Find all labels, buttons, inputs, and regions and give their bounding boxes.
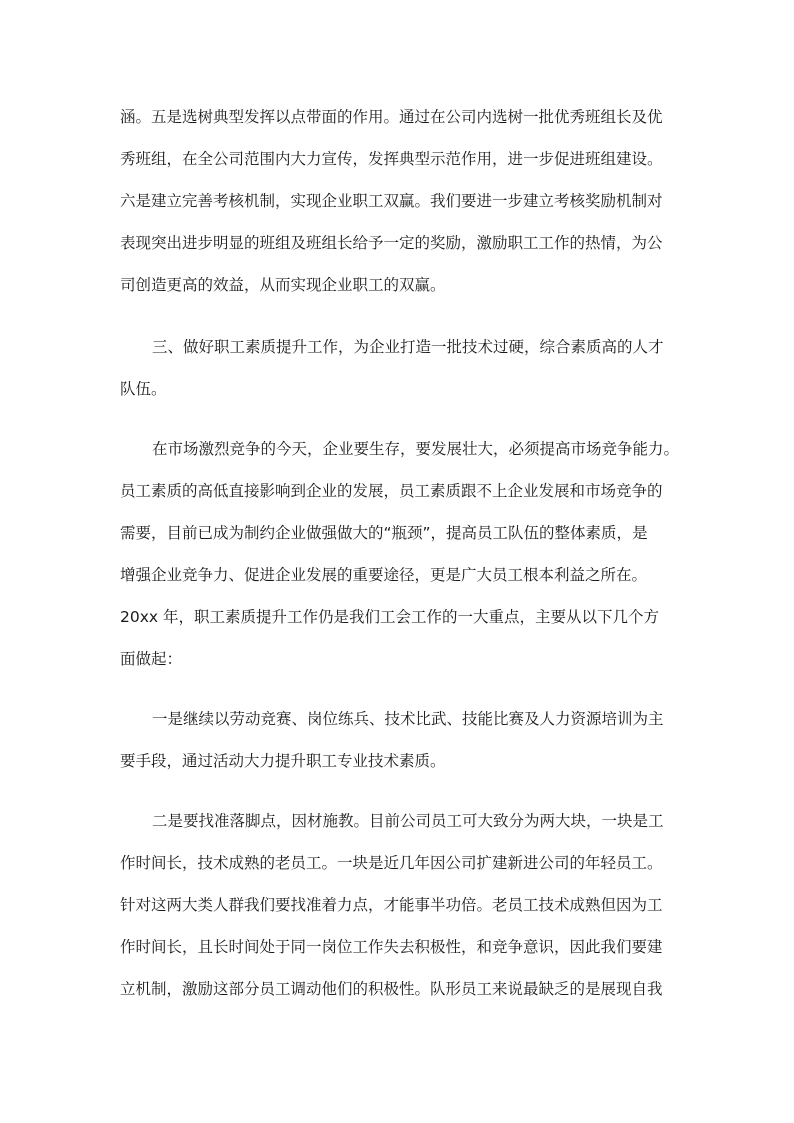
paragraph-3-line-1: 一是继续以劳动竞赛、岗位练兵、技术比武、技能比赛及人力资源培训为主 (152, 710, 664, 728)
paragraph-1-line-5: 司创造更高的效益，从而实现企业职工的双赢。 (120, 276, 446, 294)
paragraph-4-line-2: 作时间长，技术成熟的老员工。一块是近几年因公司扩建新进公司的年轻员工。 (120, 854, 663, 872)
paragraph-1-line-2: 秀班组，在全公司范围内大力宣传，发挥典型示范作用，进一步促进班组建设。 (120, 150, 663, 168)
paragraph-1-line-3: 六是建立完善考核机制，实现企业职工双赢。我们要进一步建立考核奖励机制对 (120, 192, 663, 210)
paragraph-4-line-1: 二是要找准落脚点，因材施教。目前公司员工可大致分为两大块，一块是工 (152, 812, 664, 830)
section-heading-line-1: 三、做好职工素质提升工作，为企业打造一批技术过硬，综合素质高的人才 (152, 338, 664, 356)
paragraph-2-line-4: 增强企业竞争力、促进企业发展的重要途径，更是广大员工根本利益之所在。 (120, 566, 648, 584)
paragraph-3-line-2: 要手段，通过活动大力提升职工专业技术素质。 (120, 752, 446, 770)
section-heading-line-2: 队伍。 (120, 380, 167, 398)
paragraph-2-line-3: 需要，目前已成为制约企业做强做大的“瓶颈”，提高员工队伍的整体素质，是 (120, 524, 648, 542)
paragraph-2-line-5: 20xx 年，职工素质提升工作仍是我们工会工作的一大重点，主要从以下几个方 (120, 608, 659, 626)
paragraph-2-line-2: 员工素质的高低直接影响到企业的发展，员工素质跟不上企业发展和市场竞争的 (120, 482, 663, 500)
paragraph-4-line-5: 立机制，激励这部分员工调动他们的积极性。队形员工来说最缺乏的是展现自我 (120, 980, 663, 998)
paragraph-2-line-6: 面做起： (120, 650, 183, 668)
paragraph-4-line-4: 作时间长，且长时间处于同一岗位工作失去积极性，和竞争意识，因此我们要建 (120, 938, 663, 956)
paragraph-1-line-4: 表现突出进步明显的班组及班组长给予一定的奖励，激励职工工作的热情，为公 (120, 234, 663, 252)
paragraph-4-line-3: 针对这两大类人群我们要找准着力点，才能事半功倍。老员工技术成熟但因为工 (120, 896, 663, 914)
paragraph-1-line-1: 涵。五是选树典型发挥以点带面的作用。通过在公司内选树一批优秀班组长及优 (120, 108, 663, 126)
paragraph-2-line-1: 在市场激烈竞争的今天，企业要生存，要发展壮大，必须提高市场竞争能力。 (152, 440, 680, 458)
